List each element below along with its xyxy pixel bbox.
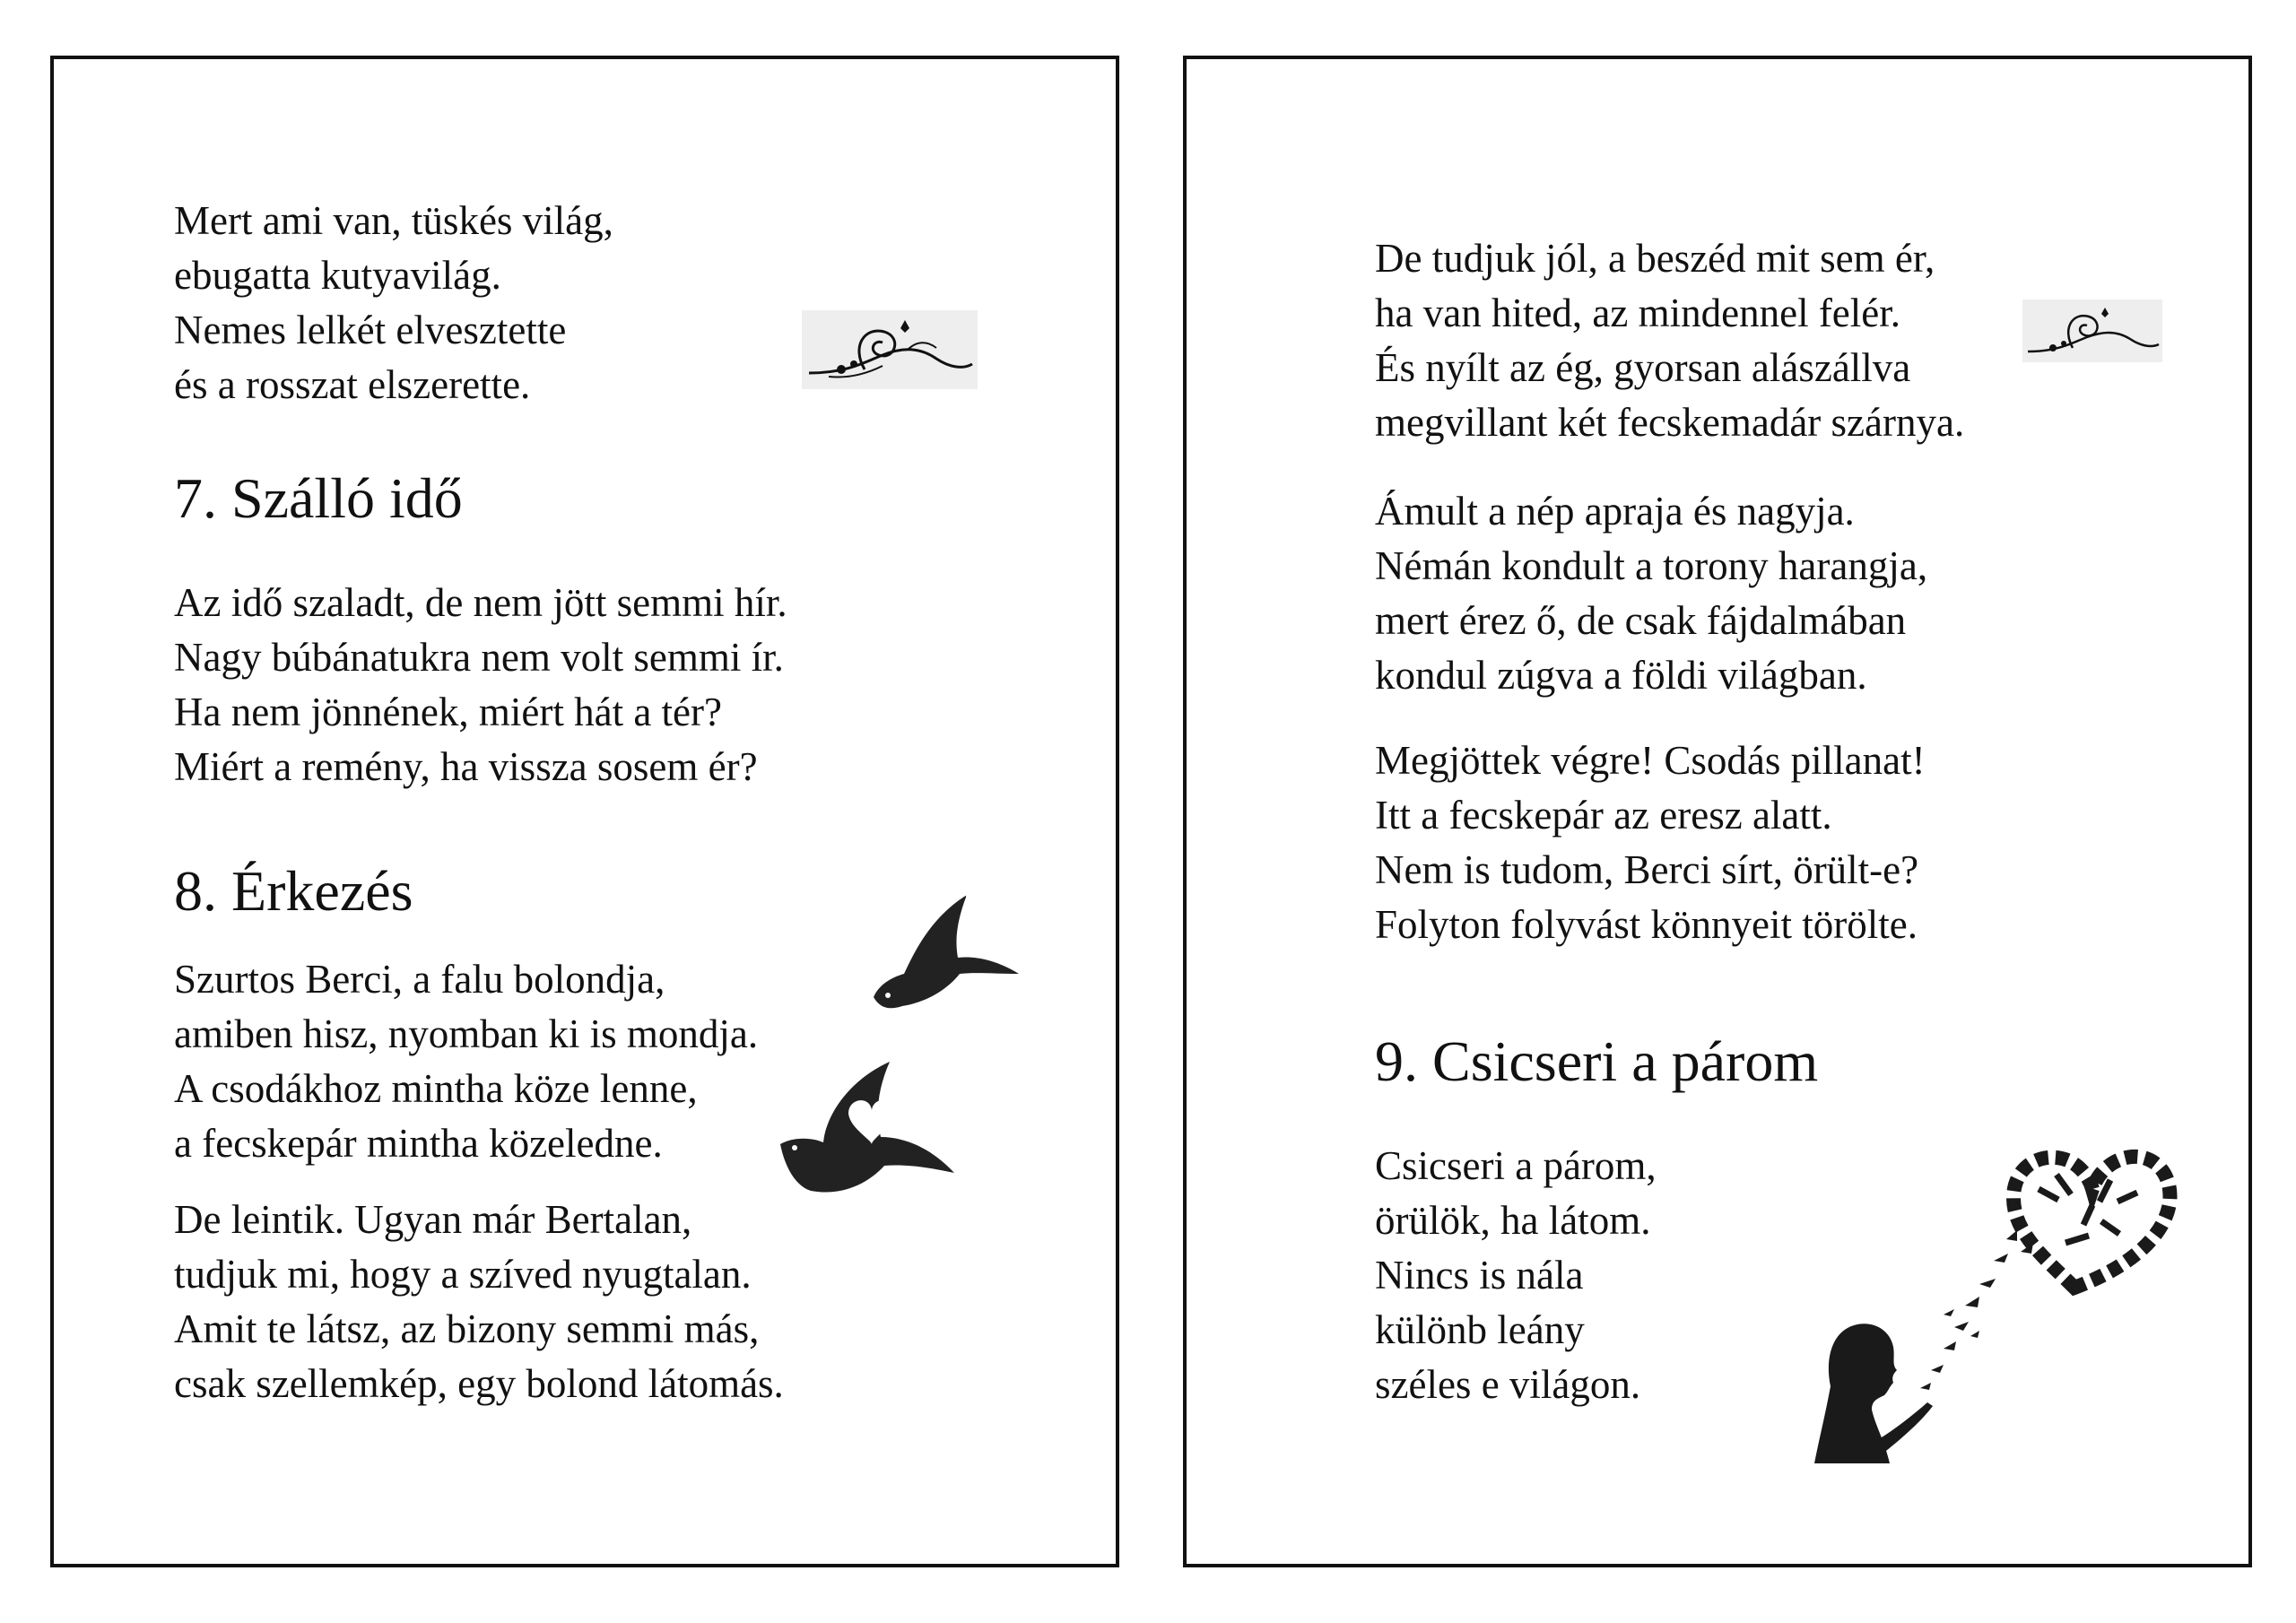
verse-line: amiben hisz, nyomban ki is mondja. xyxy=(174,1011,759,1056)
girl-blowing-birds-heart-icon xyxy=(1779,1126,2191,1467)
right-page xyxy=(1183,56,2252,1567)
verse-line: Nincs is nála xyxy=(1375,1253,1584,1298)
section-title: 8. Érkezés xyxy=(174,859,413,923)
verse-line: Nagy búbánatukra nem volt semmi ír. xyxy=(174,635,784,680)
verse-line: Ha nem jönnének, miért hát a tér? xyxy=(174,690,722,734)
verse-line: Mert ami van, tüskés világ, xyxy=(174,198,613,243)
swallow-icon xyxy=(861,884,1022,1019)
verse-line: De leintik. Ugyan már Bertalan, xyxy=(174,1197,692,1242)
stanza xyxy=(174,576,787,794)
stanza xyxy=(174,194,613,412)
verse-line: Itt a fecskepár az eresz alatt. xyxy=(1375,793,1832,838)
verse-line: örülök, ha látom. xyxy=(1375,1198,1651,1243)
verse-line: Az idő szaladt, de nem jött semmi hír. xyxy=(174,580,787,625)
verse-line: Nem is tudom, Berci sírt, örült-e? xyxy=(1375,847,1919,892)
verse-line: mert érez ő, de csak fájdalmában xyxy=(1375,598,1907,643)
flourish-icon xyxy=(2022,299,2162,362)
left-page xyxy=(50,56,1119,1567)
flourish-icon xyxy=(802,310,978,389)
verse-line: ha van hited, az mindennel felér. xyxy=(1375,291,1901,335)
stanza xyxy=(1375,484,1927,703)
verse-line: a fecskepár mintha közeledne. xyxy=(174,1121,663,1166)
verse-line: Amit te látsz, az bizony semmi más, xyxy=(174,1306,760,1351)
verse-line: Csicseri a párom, xyxy=(1375,1143,1657,1188)
stanza xyxy=(1375,733,1926,952)
verse-line: és a rosszat elszerette. xyxy=(174,362,531,407)
stanza xyxy=(1375,1139,1657,1412)
verse-line: különb leány xyxy=(1375,1307,1585,1352)
section-title: 9. Csicseri a párom xyxy=(1375,1029,1819,1093)
stanza xyxy=(174,1193,784,1411)
verse-line: ebugatta kutyavilág. xyxy=(174,253,501,298)
stanza xyxy=(1375,231,1964,450)
swallow-heart-icon xyxy=(771,1055,960,1200)
verse-line: széles e világon. xyxy=(1375,1362,1641,1407)
verse-line: A csodákhoz mintha köze lenne, xyxy=(174,1066,698,1111)
verse-line: csak szellemkép, egy bolond látomás. xyxy=(174,1361,784,1406)
verse-line: És nyílt az ég, gyorsan alászállva xyxy=(1375,345,1911,390)
verse-line: Némán kondult a torony harangja, xyxy=(1375,543,1928,588)
stanza xyxy=(174,952,758,1171)
verse-line: De tudjuk jól, a beszéd mit sem ér, xyxy=(1375,236,1935,281)
verse-line: Miért a remény, ha vissza sosem ér? xyxy=(174,744,758,789)
verse-line: Szurtos Berci, a falu bolondja, xyxy=(174,957,665,1002)
verse-line: Nemes lelkét elvesztette xyxy=(174,308,567,352)
section-title: 7. Szálló idő xyxy=(174,466,463,530)
verse-line: kondul zúgva a földi világban. xyxy=(1375,653,1867,698)
verse-line: megvillant két fecskemadár szárnya. xyxy=(1375,400,1965,445)
verse-line: Megjöttek végre! Csodás pillanat! xyxy=(1375,738,1926,783)
verse-line: Ámult a nép apraja és nagyja. xyxy=(1375,489,1855,534)
verse-line: tudjuk mi, hogy a szíved nyugtalan. xyxy=(174,1252,752,1297)
verse-line: Folyton folyvást könnyeit törölte. xyxy=(1375,902,1918,947)
